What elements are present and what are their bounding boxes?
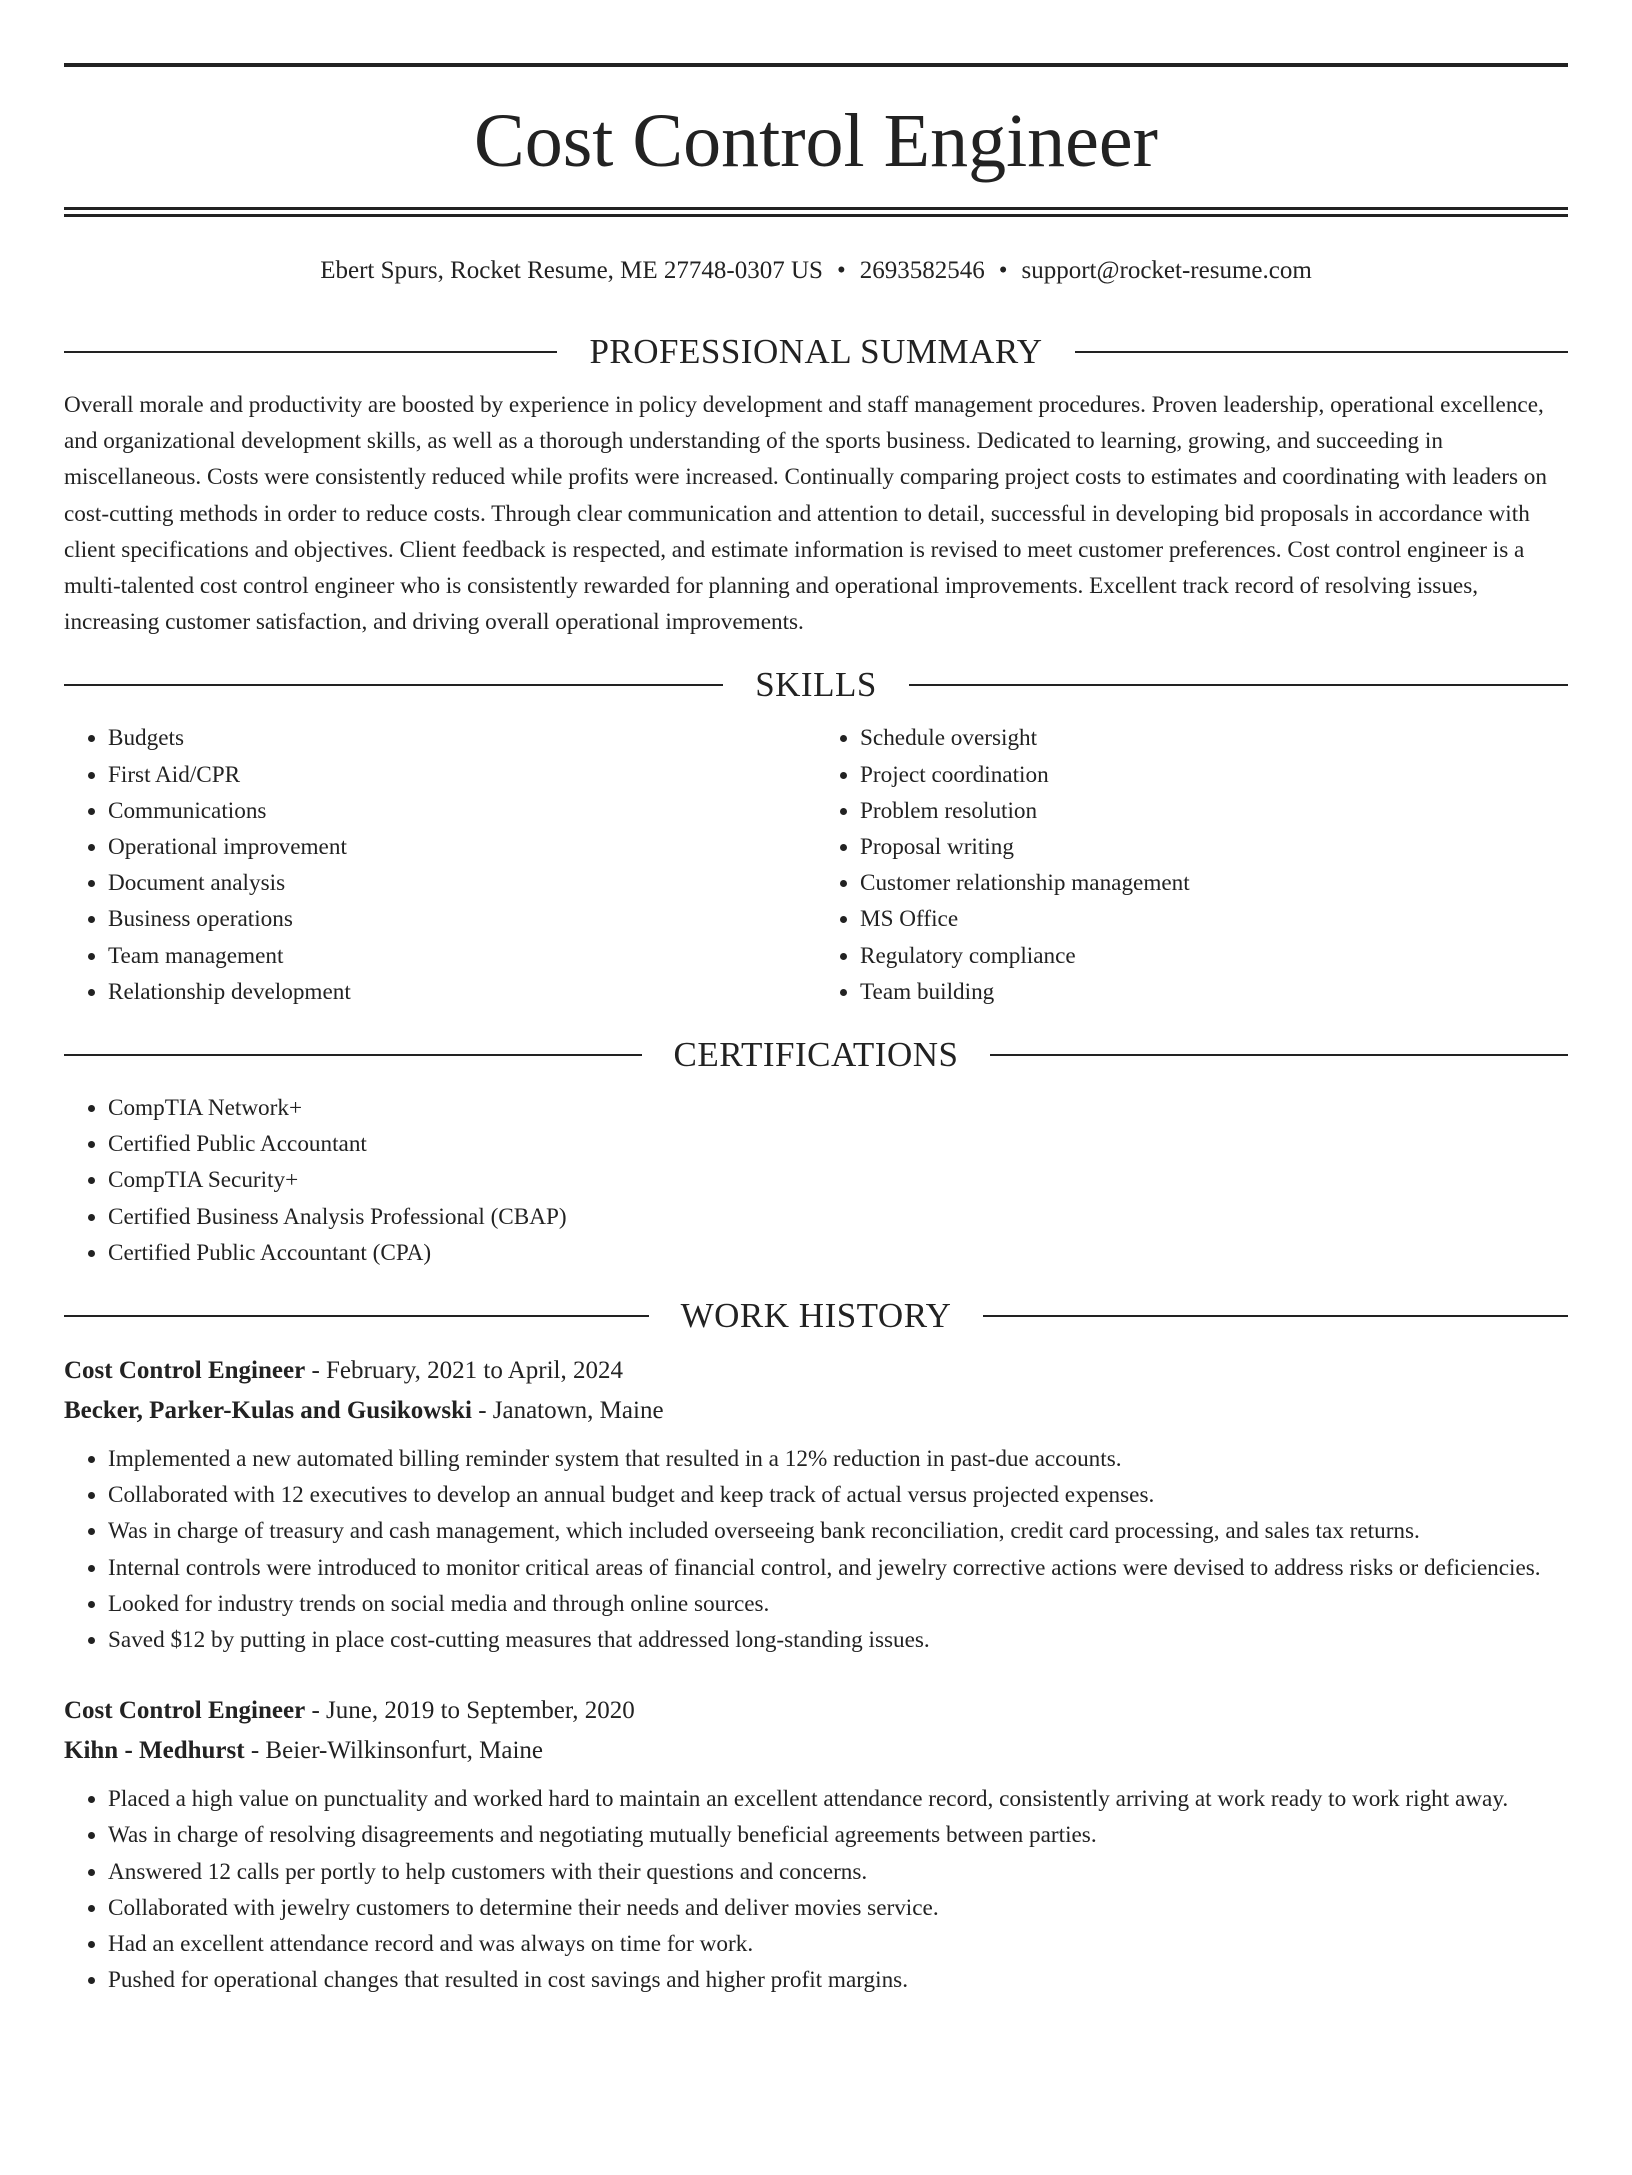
skill-item: • Budgets <box>108 720 816 756</box>
certification-item: • Certified Public Accountant (CPA) <box>108 1235 1568 1271</box>
skill-item: • Business operations <box>108 901 816 937</box>
certifications-heading-label: CERTIFICATIONS <box>673 1035 959 1075</box>
job-bullet: • Looked for industry trends on social media and through online sources. <box>108 1586 1568 1622</box>
job-bullet: • Answered 12 calls per portly to help customers with their questions and concerns. <box>108 1854 1568 1890</box>
heading-rule-left <box>64 684 723 686</box>
job-bullet: • Placed a high value on punctuality and worked hard to maintain an excellent attendance record, consistently arriving at work ready to work right away. <box>108 1781 1568 1817</box>
summary-text: Overall morale and productivity are boosted by experience in policy development and staff management procedures. Proven leadership, operational excellence, and organizational development skills, as well as a thorough understanding of the sports business. Dedicated to learning, growing, and succeeding in miscellaneous. Costs were consistently reduced while profits were increased. Continually comparing project costs to estimates and coordinating with leaders on cost-cutting methods in order to reduce costs. Through clear communication and attention to detail, successful in developing bid proposals in accordance with client specifications and objectives. Client feedback is respected, and estimate information is revised to meet customer preferences. Cost control engineer is a multi-talented cost control engineer who is consistently rewarded for planning and operational improvements. Excellent track record of resolving issues, increasing customer satisfaction, and driving overall operational improvements. <box>64 392 1547 636</box>
certification-item: • CompTIA Security+ <box>108 1162 1568 1198</box>
work-history-heading-label: WORK HISTORY <box>680 1296 952 1336</box>
certification-item: • CompTIA Network+ <box>108 1090 1568 1126</box>
heading-rule-right <box>983 1315 1568 1317</box>
work-history-heading <box>64 1291 1568 1341</box>
skills-list-left <box>64 720 816 1010</box>
summary-heading-label: PROFESSIONAL SUMMARY <box>589 332 1043 371</box>
job-bullet: • Collaborated with jewelry customers to determine their needs and deliver movies service. <box>108 1890 1568 1926</box>
job-bullet: • Pushed for operational changes that resulted in cost savings and higher profit margins. <box>108 1962 1568 1998</box>
certifications-list <box>64 1090 1568 1271</box>
skill-item: • First Aid/CPR <box>108 757 816 793</box>
skill-item: • Team building <box>860 974 1568 1010</box>
resume-title: Cost Control Engineer <box>474 99 1158 183</box>
job-entry <box>64 1351 1568 1658</box>
skill-item: • Problem resolution <box>860 793 1568 829</box>
job-bullet: • Implemented a new automated billing reminder system that resulted in a 12% reduction in past-due accounts. <box>108 1441 1568 1477</box>
job-company: Kihn - Medhurst <box>64 1737 245 1765</box>
certification-item: • Certified Business Analysis Professional (CBAP) <box>108 1199 1568 1235</box>
job-bullet: • Saved $12 by putting in place cost-cutting measures that addressed long-standing issues. <box>108 1622 1568 1658</box>
skill-item: • Team management <box>108 938 816 974</box>
certifications-heading <box>64 1030 1568 1080</box>
skill-item: • Operational improvement <box>108 829 816 865</box>
job-title-line <box>64 1351 1568 1391</box>
skill-item: • Communications <box>108 793 816 829</box>
skills-grid <box>64 720 1568 1010</box>
skill-item: • Relationship development <box>108 974 816 1010</box>
job-bullet: • Had an excellent attendance record and was always on time for work. <box>108 1926 1568 1962</box>
skill-item: • Regulatory compliance <box>860 938 1568 974</box>
top-rule <box>64 63 1568 67</box>
summary-heading <box>64 327 1568 377</box>
job-dates: - June, 2019 to September, 2020 <box>305 1697 635 1725</box>
job-bullet: • Was in charge of treasury and cash management, which included overseeing bank reconciliation, credit card processing, and sales tax returns. <box>108 1513 1568 1549</box>
heading-rule-right <box>1075 351 1568 353</box>
heading-rule-left <box>64 351 557 353</box>
skills-heading <box>64 660 1568 710</box>
job-location: - Beier-Wilkinsonfurt, Maine <box>244 1737 544 1765</box>
skills-heading-label: SKILLS <box>755 665 877 705</box>
job-bullet: • Internal controls were introduced to monitor critical areas of financial control, and jewelry corrective actions were devised to address risks or deficiencies. <box>108 1550 1568 1586</box>
contact-email: support@rocket-resume.com <box>1021 257 1312 284</box>
skill-item: • Proposal writing <box>860 829 1568 865</box>
job-company-line <box>64 1731 1568 1771</box>
job-dates: - February, 2021 to April, 2024 <box>305 1357 623 1385</box>
skills-list-right <box>816 720 1568 1010</box>
skill-item: • Customer relationship management <box>860 865 1568 901</box>
contact-separator: • <box>998 257 1008 284</box>
job-location: - Janatown, Maine <box>471 1397 664 1425</box>
title-double-rule <box>64 207 1568 217</box>
skill-item: • Document analysis <box>108 865 816 901</box>
resume-page <box>0 63 1632 2175</box>
heading-rule-left <box>64 1315 649 1317</box>
job-entry <box>64 1691 1568 1998</box>
heading-rule-right <box>990 1054 1568 1056</box>
skill-item: • MS Office <box>860 901 1568 937</box>
job-bullets <box>64 1781 1568 1998</box>
certification-item: • Certified Public Accountant <box>108 1126 1568 1162</box>
job-company: Becker, Parker-Kulas and Gusikowski <box>64 1397 472 1425</box>
job-title-line <box>64 1691 1568 1731</box>
heading-rule-right <box>909 684 1568 686</box>
job-bullet: • Was in charge of resolving disagreements and negotiating mutually beneficial agreements between parties. <box>108 1817 1568 1853</box>
job-company-line <box>64 1391 1568 1431</box>
job-bullets <box>64 1441 1568 1658</box>
contact-phone: 2693582546 <box>859 257 985 284</box>
contact-line <box>64 251 1568 291</box>
job-title: Cost Control Engineer <box>64 1697 306 1725</box>
contact-separator: • <box>836 257 846 284</box>
job-bullet: • Collaborated with 12 executives to develop an annual budget and keep track of actual versus projected expenses. <box>108 1477 1568 1513</box>
heading-rule-left <box>64 1054 642 1056</box>
job-title: Cost Control Engineer <box>64 1357 306 1385</box>
contact-address: Ebert Spurs, Rocket Resume, ME 27748-0307 US <box>320 257 823 284</box>
skill-item: • Project coordination <box>860 757 1568 793</box>
skill-item: • Schedule oversight <box>860 720 1568 756</box>
